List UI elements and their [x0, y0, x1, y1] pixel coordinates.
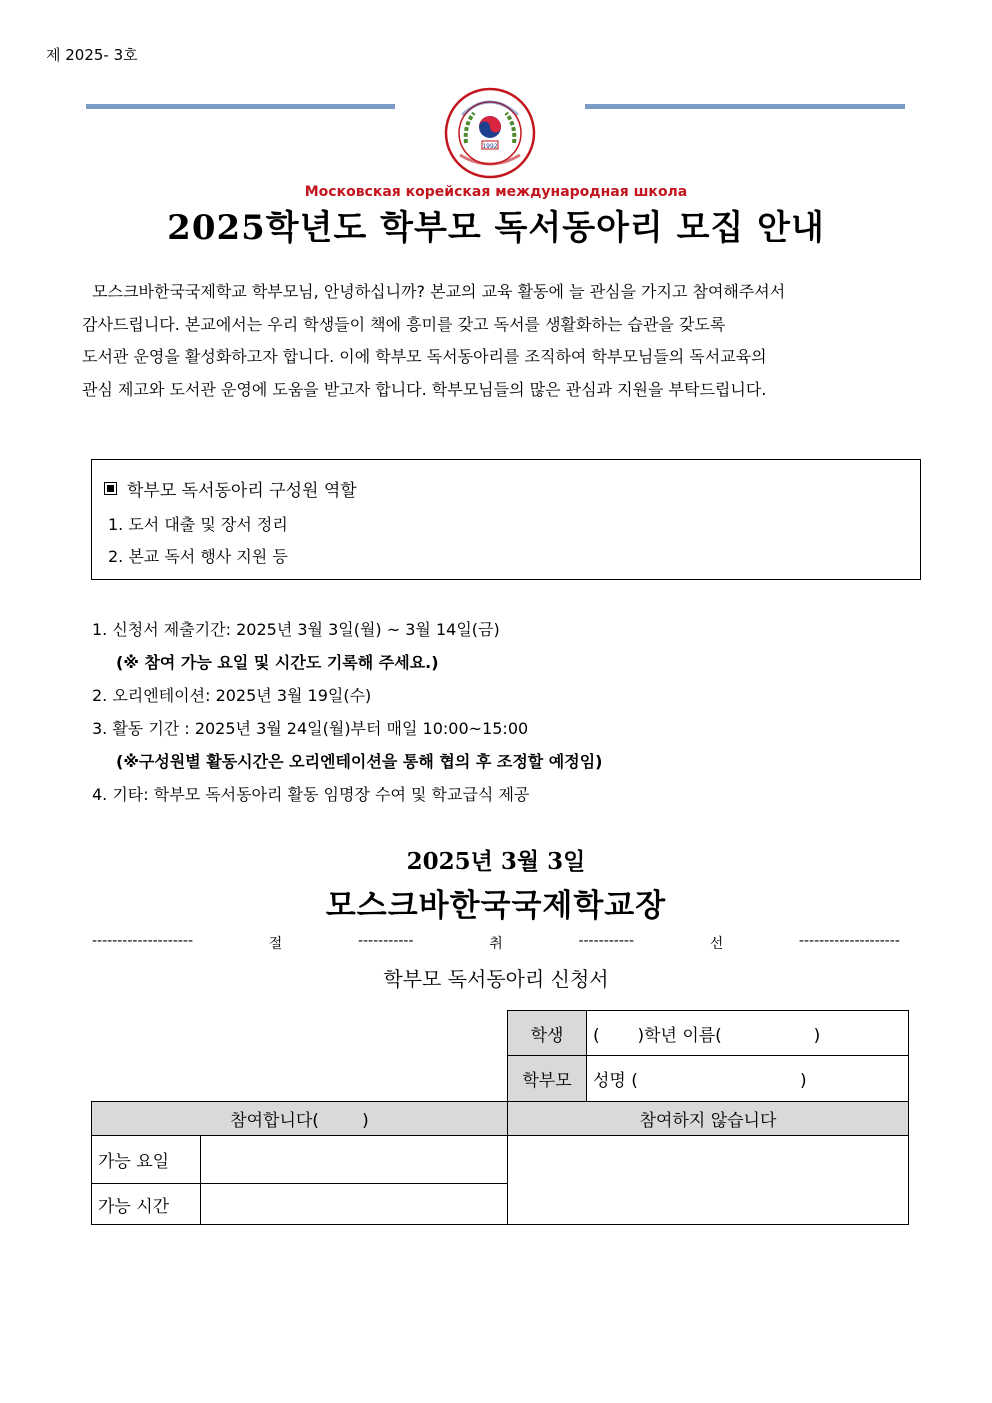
header-bar-right: [585, 104, 905, 109]
cut-char: 선: [709, 936, 724, 952]
school-name-russian: Московская корейская международная школа: [304, 184, 688, 200]
roles-box: [91, 459, 921, 580]
emblem-year: 1992: [482, 143, 498, 150]
cut-dashes: --------------------: [92, 933, 194, 949]
roles-title: [104, 476, 357, 501]
cut-dashes: -----------: [578, 933, 635, 949]
intro-line: 모스크바한국국제학교 학부모님, 안녕하십니까? 본교의 교육 활동에 늘 관심을 가지고 참여해주셔서: [82, 282, 786, 301]
school-emblem-icon: [444, 87, 536, 179]
intro-paragraph: [82, 276, 912, 406]
roles-title-text: 학부모 독서동아리 구성원 역할: [127, 481, 357, 501]
document-number: 제 2025- 3호: [46, 46, 138, 64]
available-time-input[interactable]: [201, 1184, 508, 1225]
square-bullet-icon: [104, 482, 117, 495]
not-participate-option[interactable]: 참여하지 않습니다: [508, 1102, 909, 1136]
available-day-input[interactable]: [201, 1136, 508, 1184]
info-activity: 3. 활동 기간 : 2025년 3월 24일(월)부터 매일 10:00~15:00: [92, 719, 529, 738]
intro-line: 감사드립니다. 본교에서는 우리 학생들이 책에 흥미를 갖고 독서를 생활화하는 습관을 갖도록: [82, 314, 726, 334]
info-etc: 4. 기타: 학부모 독서동아리 활동 임명장 수여 및 학교급식 제공: [92, 785, 530, 804]
header-bar-left: [86, 104, 395, 109]
student-label: 학생: [508, 1011, 587, 1056]
role-item: 2. 본교 독서 행사 지원 등: [108, 547, 288, 566]
intro-line: 도서관 운영을 활성화하고자 합니다. 이에 학부모 독서동아리를 조직하여 학부모님들의 독서교육의: [82, 347, 767, 366]
cut-dashes: -----------: [357, 933, 414, 949]
role-item: 1. 도서 대출 및 장서 정리: [108, 515, 288, 534]
issue-date: 2025년 3월 3일: [406, 848, 586, 875]
form-spacer: [92, 1056, 508, 1102]
cut-dashes: --------------------: [798, 933, 900, 949]
available-time-label: 가능 시간: [92, 1184, 201, 1225]
page-title: 2025학년도 학부모 독서동아리 모집 안내: [167, 208, 825, 248]
info-activity-note: (※구성원별 활동시간은 오리엔테이션을 통해 협의 후 조정할 예정임): [116, 752, 603, 771]
intro-line: 관심 제고와 도서관 운영에 도움을 받고자 합니다. 학부모님들의 많은 관심과 지원을 부탁드립니다.: [82, 379, 767, 399]
cut-line: [92, 933, 900, 953]
student-input[interactable]: ( )학년 이름( ): [587, 1011, 909, 1056]
cut-char: 취: [489, 936, 503, 952]
info-period: 1. 신청서 제출기간: 2025년 3월 3일(월) ~ 3월 14일(금): [92, 620, 500, 639]
available-day-label: 가능 요일: [92, 1136, 201, 1184]
info-period-note: (※ 참여 가능 요일 및 시간도 기록해 주세요.): [116, 653, 439, 672]
parent-name-input[interactable]: 성명 ( ): [587, 1056, 909, 1102]
form-spacer: [92, 1011, 508, 1056]
form-title: 학부모 독서동아리 신청서: [383, 967, 609, 991]
parent-label: 학부모: [508, 1056, 587, 1102]
not-participate-area[interactable]: [508, 1136, 909, 1225]
info-orientation: 2. 오리엔테이션: 2025년 3월 19일(수): [92, 686, 372, 705]
cut-char: 절: [268, 936, 283, 952]
principal-signature: 모스크바한국국제학교장: [325, 888, 667, 924]
participate-option[interactable]: 참여합니다( ): [92, 1102, 508, 1136]
application-form-table: [91, 1010, 909, 1225]
